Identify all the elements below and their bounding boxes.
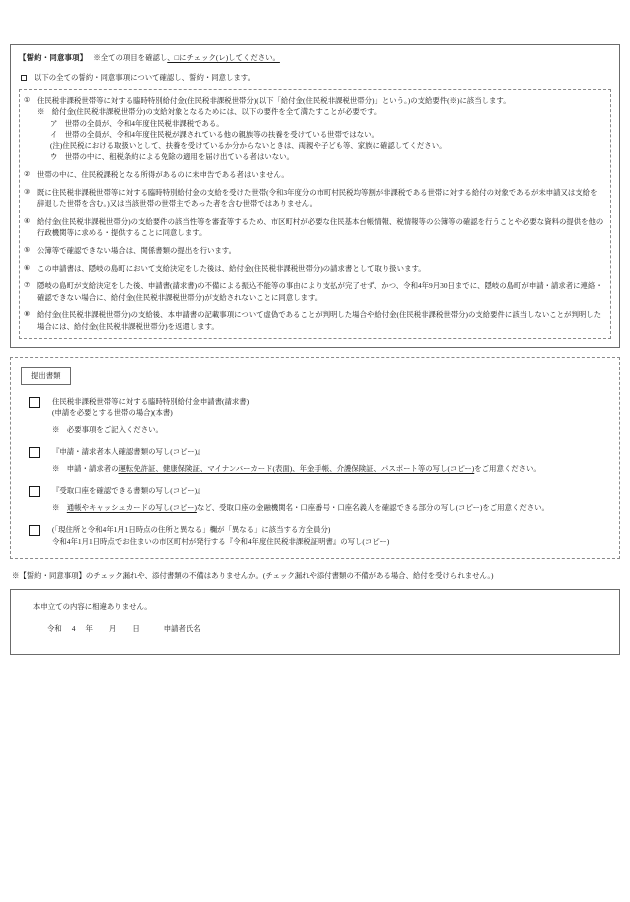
pledge-item <box>24 95 604 163</box>
document-note: ※ 必要事項をご記入ください。 <box>52 424 163 434</box>
document-row-body <box>52 524 609 547</box>
checkbox-icon-document-3[interactable] <box>29 486 40 497</box>
pledge-item <box>24 280 604 303</box>
pledge-item-line: イ 世帯の全員が、令和4年度住民税が課されている他の親族等の扶養を受けている世帯ではない。 <box>50 129 379 139</box>
pledge-title: 【誓約・同意事項】 <box>19 53 88 62</box>
declaration-text: 本申立ての内容に相違ありません。 <box>33 601 152 611</box>
documents-panel <box>10 357 620 559</box>
pledge-item-line: 住民税非課税世帯等に対する臨時特別給付金(住民税非課税世帯分)(以下「給付金(住民税非課税世帯分)」という。)の支給要件(※)に該当します。 <box>37 96 511 106</box>
pledge-item-line: 給付金(住民税非課税世帯分)の支給要件の該当性等を審査等するため、市区町村が必要な住民基本台帳情報、税情報等の公簿等の確認を行うことや必要な資料の提供を他の行政機関等に求める・提供することに同意します。 <box>37 216 604 238</box>
document-note-underlined: 運転免許証、健康保険証、マイナンバーカード(表面)、年金手帳、介護保険証、パスポート等の写し(コピー) <box>118 463 475 473</box>
pledge-agreement-panel <box>10 44 620 348</box>
pledge-item <box>24 245 604 256</box>
pledge-item-number: ③ <box>24 187 31 196</box>
pledge-item-body <box>37 309 604 332</box>
pledge-header <box>19 52 611 63</box>
pledge-item-number: ⑥ <box>24 263 31 272</box>
pledge-all-confirm-label: 以下の全ての誓約・同意事項について確認し、誓約・同意します。 <box>34 73 255 83</box>
pledge-item-number: ⑤ <box>24 245 31 254</box>
applicant-name-label[interactable]: 申請者氏名 <box>163 623 201 633</box>
pledge-item-line: (注)住民税における取扱いとして、扶養を受けているか分からないときは、両親や子ども等、家族に確認してください。 <box>50 141 447 151</box>
pledge-item-body <box>37 280 604 303</box>
document-row[interactable] <box>21 485 609 513</box>
document-title-line: 令和4年1月1日時点でお住まいの市区町村が発行する『令和4年度住民税非課税証明書』の写し(コピー) <box>52 536 390 546</box>
document-note-prefix: ※ <box>52 502 67 512</box>
document-title-line: (「現住所と令和4年1月1日時点の住所と異なる」欄が「異なる」に該当する方全員分) <box>52 525 331 535</box>
pledge-item-line: 世帯の中に、住民税課税となる所得があるのに未申告である者はいません。 <box>37 170 289 180</box>
pledge-item-number: ⑦ <box>24 281 31 290</box>
month-unit-label[interactable]: 月 <box>108 623 117 633</box>
document-note-prefix: ※ 申請・請求者の <box>52 463 119 473</box>
pledge-item-body <box>37 95 604 163</box>
year-value[interactable]: 4 <box>71 623 76 633</box>
document-row-body <box>52 396 609 436</box>
pledge-all-confirm-row[interactable] <box>21 72 611 83</box>
pledge-items-box <box>19 89 611 339</box>
document-note <box>52 463 609 475</box>
document-row[interactable] <box>21 396 609 436</box>
year-unit-label: 年 <box>85 623 93 633</box>
pledge-item-line: 給付金(住民税非課税世帯分)の支給後、本申請書の記載事項について虚偽であることが判明した場合や給付金(住民税非課税世帯分)の支給要件に該当しないことが判明した場合には、給付金(住民税非課税世帯分)を返還します。 <box>37 310 602 331</box>
document-row-body <box>52 485 609 513</box>
checkbox-icon-all-confirm[interactable] <box>21 75 27 81</box>
document-row[interactable] <box>21 524 609 547</box>
document-row[interactable] <box>21 446 609 474</box>
document-note-underlined: 通帳やキャッシュカードの写し(コピー) <box>66 502 197 512</box>
checkbox-icon-document-1[interactable] <box>29 397 40 408</box>
checkbox-icon-document-2[interactable] <box>29 447 40 458</box>
document-row-body <box>52 446 609 474</box>
submission-warning-note: ※【誓約・同意事項】のチェック漏れや、添付書類の不備はありませんか。(チェック漏れや添付書類の不備がある場合、給付を受けられません。) <box>12 570 494 580</box>
documents-section-tag: 提出書類 <box>21 367 71 385</box>
document-title-line: 『申請・請求者本人確認書類の写し(コピー)』 <box>52 447 205 457</box>
document-title-line: (申請を必要とする世帯の場合)(本書) <box>52 408 173 418</box>
pledge-item <box>24 309 604 332</box>
pledge-item-number: ① <box>24 96 31 105</box>
document-note <box>52 502 609 514</box>
pledge-title-note-plain: ※全ての項目を確認し <box>93 53 168 62</box>
document-note-tail: をご用意ください。 <box>474 463 541 473</box>
pledge-item <box>24 187 604 210</box>
pledge-item-body <box>37 216 604 239</box>
pledge-item-line: 既に住民税非課税世帯等に対する臨時特別給付金の支給を受けた世帯(令和3年度分の市町村民税均等割が非課税である世帯に対する給付の対象であるが未申請又は支給を辞退した世帯を含む。)又は当該世帯の世帯主であった者を含む世帯ではありません。 <box>37 187 598 209</box>
pledge-item-line: ウ 世帯の中に、租税条約による免除の適用を届け出ている者はいない。 <box>50 152 294 162</box>
pledge-item <box>24 263 604 274</box>
pledge-item-body <box>37 169 604 180</box>
pledge-item-line: ア 世帯の全員が、令和4年度住民税非課税である。 <box>50 118 224 128</box>
era-label: 令和 <box>47 623 62 633</box>
pledge-item-body <box>37 245 604 256</box>
pledge-item-body <box>37 263 604 274</box>
document-title-line: 『受取口座を確認できる書類の写し(コピー)』 <box>52 486 205 496</box>
pledge-item-body <box>37 187 604 210</box>
pledge-item-line: 公簿等で確認できない場合は、関係書類の提出を行います。 <box>37 245 236 255</box>
pledge-item-line: ※ 給付金(住民税非課税世帯分)の支給対象となるためには、以下の要件を全て満たすことが必要です。 <box>37 107 382 117</box>
pledge-item-number: ④ <box>24 216 31 225</box>
pledge-title-note-underlined: 、□にチェック(レ)してください。 <box>167 53 280 62</box>
pledge-item-number: ② <box>24 170 31 179</box>
pledge-item <box>24 169 604 180</box>
checkbox-icon-document-4[interactable] <box>29 525 40 536</box>
document-title-line: 住民税非課税世帯等に対する臨時特別給付金申請書(請求書) <box>52 396 250 406</box>
pledge-item-line: 隠岐の島町が支給決定をした後、申請書(請求書)の不備による振込不能等の事由により支払が完了せず、かつ、令和4年9月30日までに、隠岐の島町が申請・請求者に連絡・確認できない場合に、給付金(住民税非課税世帯分)が支給されないことに同意します。 <box>37 281 603 302</box>
document-note-tail: など、受取口座の金融機関名・口座番号・口座名義人を確認できる部分の写し(コピー)をご用意ください。 <box>196 502 549 512</box>
declaration-panel <box>10 589 620 655</box>
declaration-signature-row <box>47 623 609 634</box>
pledge-item-number: ⑧ <box>24 310 31 319</box>
day-unit-label[interactable]: 日 <box>132 623 140 633</box>
pledge-item-line: この申請書は、隠岐の島町において支給決定をした後は、給付金(住民税非課税世帯分)の請求書として取り扱います。 <box>37 263 426 273</box>
pledge-item <box>24 216 604 239</box>
